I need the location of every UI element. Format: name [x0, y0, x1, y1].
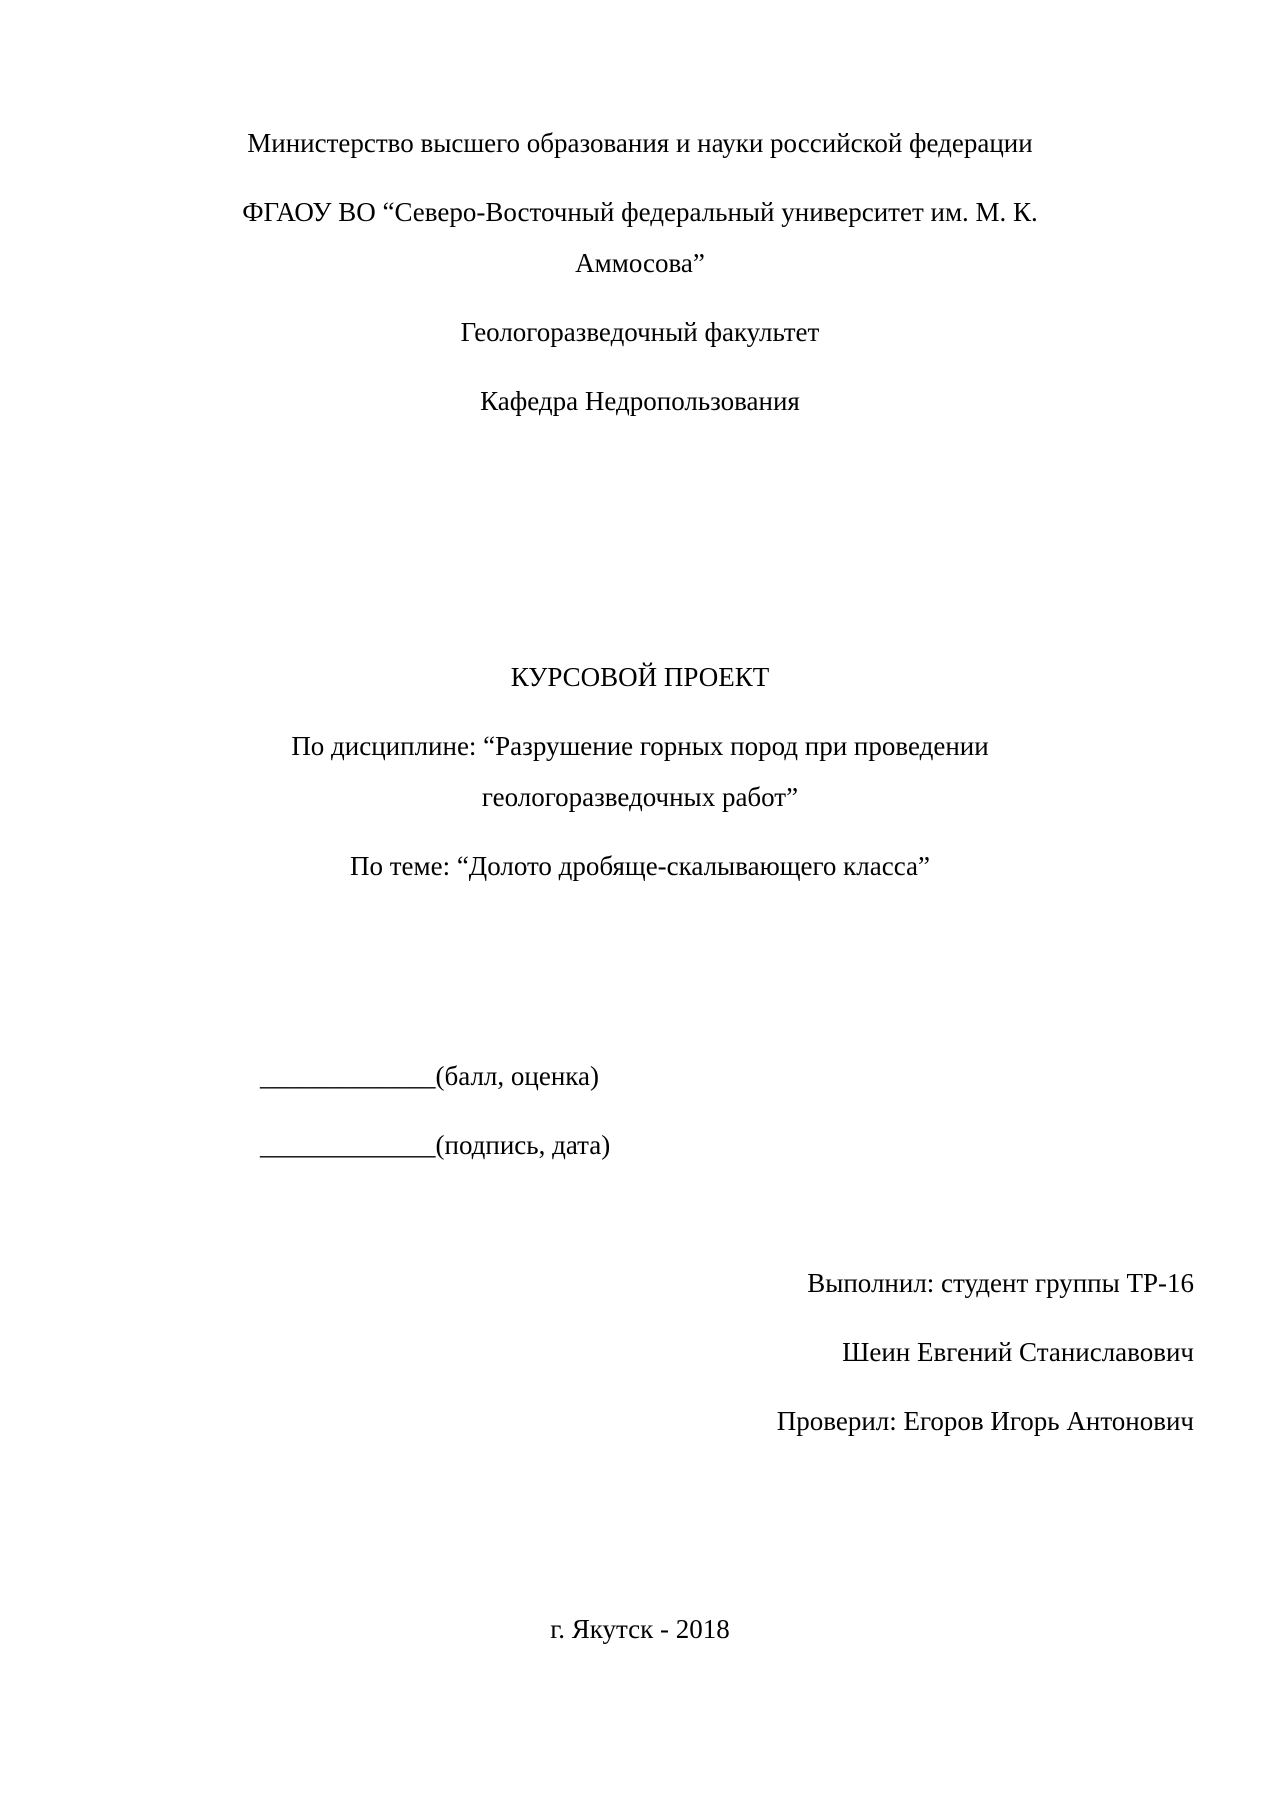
document-type-title: КУРСОВОЙ ПРОЕКТ	[510, 662, 770, 692]
faculty-line: Геологоразведочный факультет	[460, 317, 820, 347]
discipline-line-2: геологоразведочных работ”	[481, 782, 799, 812]
university-line-2: Аммосова”	[575, 248, 705, 278]
student-name-line: Шеин Евгений Станиславович	[842, 1337, 1194, 1367]
discipline-line-1: По дисциплине: “Разрушение горных пород при проведении	[291, 731, 989, 761]
signature-field: _____________(подпись, дата)	[260, 1130, 611, 1160]
department-line: Кафедра Недропользования	[480, 386, 800, 416]
ministry-line: Министерство высшего образования и науки российской федерации	[247, 128, 1033, 158]
checked-by-line: Проверил: Егоров Игорь Антонович	[776, 1406, 1194, 1436]
grade-field: _____________(балл, оценка)	[260, 1061, 599, 1091]
performed-by-line: Выполнил: студент группы ТР-16	[807, 1268, 1194, 1298]
topic-line: По теме: “Долото дробяще-скалывающего класса”	[349, 851, 931, 881]
city-year-line: г. Якутск - 2018	[550, 1614, 730, 1644]
university-line-1: ФГАОУ ВО “Северо-Восточный федеральный университет им. М. К.	[242, 197, 1038, 227]
